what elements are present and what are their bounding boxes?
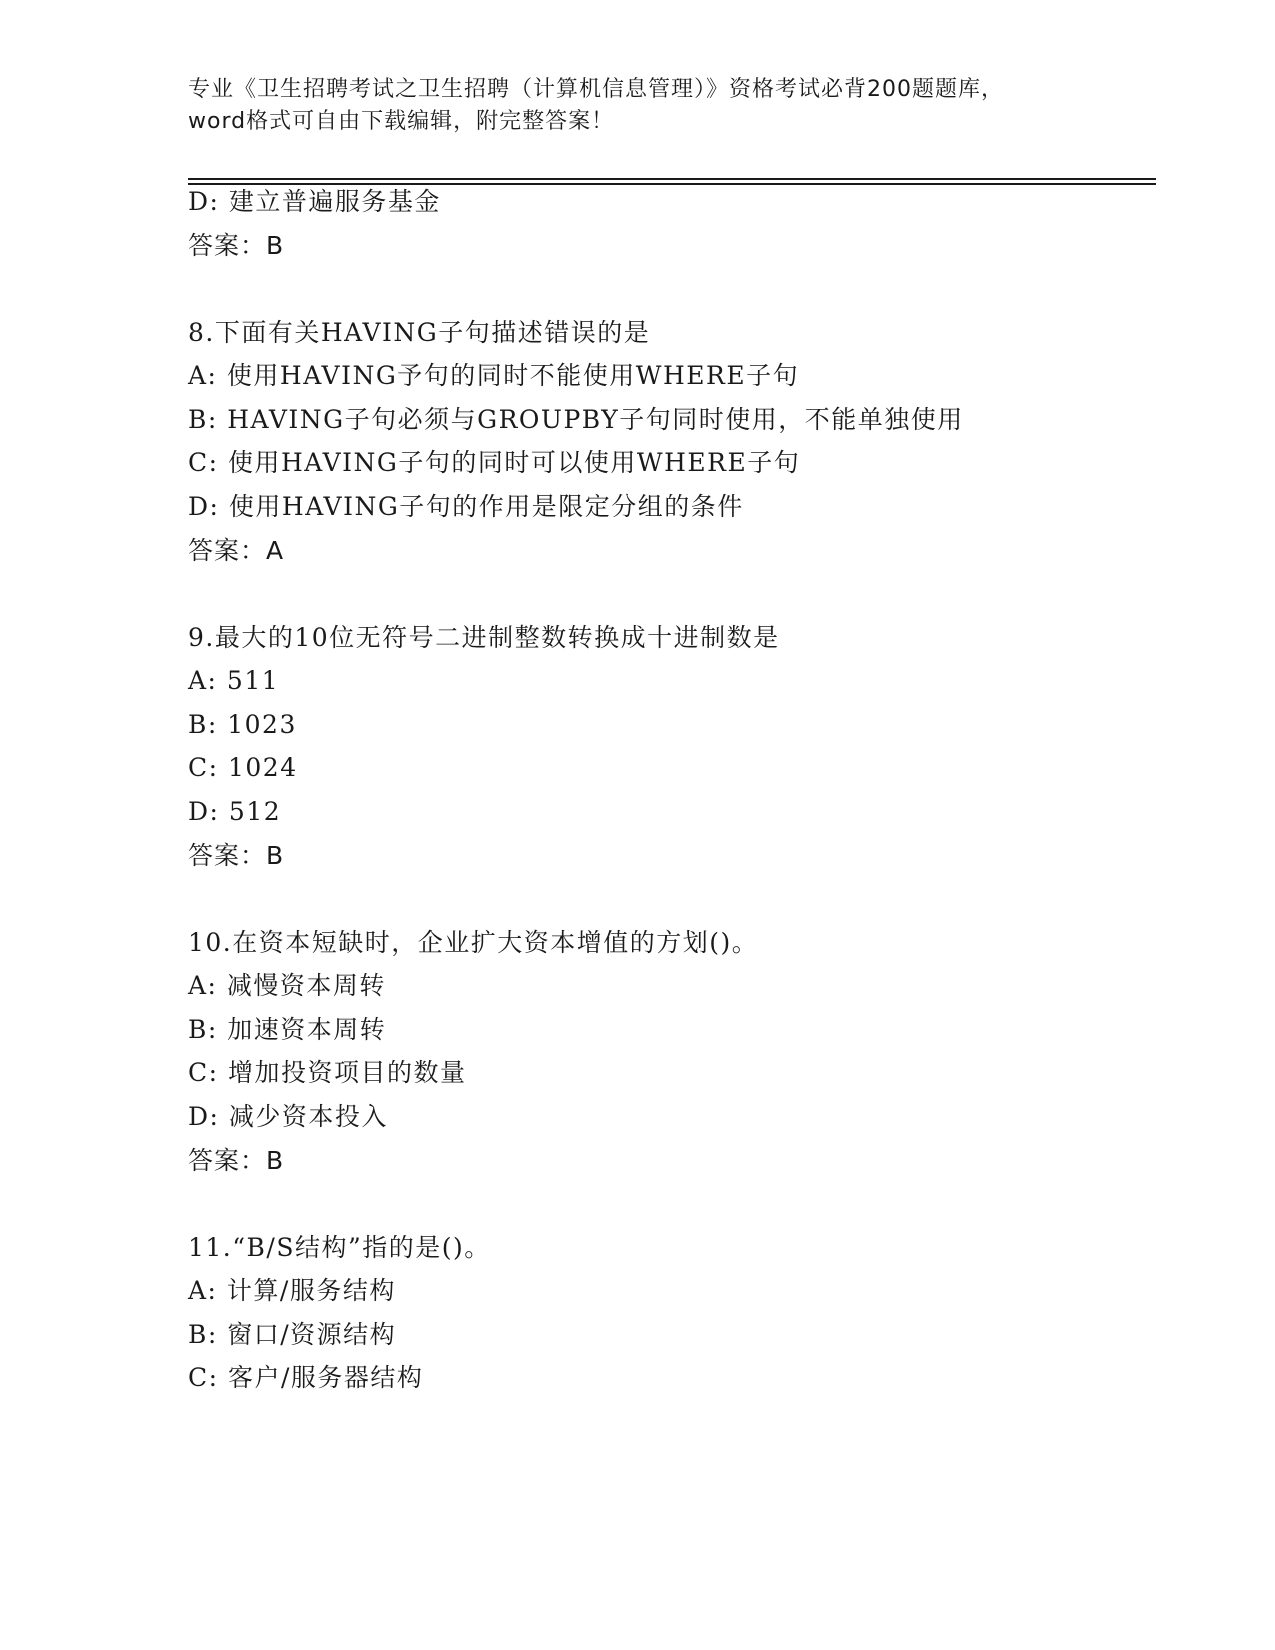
q9-option-a: A: 511 xyxy=(188,666,280,695)
q11-question: 11.“B/S结构”指的是()。 xyxy=(188,1233,491,1262)
q10-option-d: D: 减少资本投入 xyxy=(188,1102,388,1131)
q8-question: 8.下面有关HAVING子句描述错误的是 xyxy=(188,318,651,347)
q10-option-c: C: 增加投资项目的数量 xyxy=(188,1058,467,1087)
q8-answer: 答案：A xyxy=(188,536,285,565)
q9-option-c: C: 1024 xyxy=(188,753,298,782)
q9-option-b: B: 1023 xyxy=(188,710,297,739)
q8-option-c: C: 使用HAVING子句的同时可以使用WHERE子句 xyxy=(188,448,801,477)
q9-answer: 答案：B xyxy=(188,841,285,870)
q10-answer: 答案：B xyxy=(188,1146,285,1175)
q10-question: 10.在资本短缺时，企业扩大资本增值的方划()。 xyxy=(188,928,759,957)
q10-option-a: A: 减慢资本周转 xyxy=(188,971,386,1000)
q8-option-a: A: 使用HAVING予句的同时不能使用WHERE子句 xyxy=(188,361,800,390)
header-title-line-2: word格式可自由下载编辑，附完整答案！ xyxy=(188,109,615,134)
q8-option-d: D: 使用HAVING子句的作用是限定分组的条件 xyxy=(188,492,744,521)
q11-option-b: B: 窗口/资源结构 xyxy=(188,1320,397,1349)
q7-answer: 答案：B xyxy=(188,231,285,260)
q7-option-d: D: 建立普遍服务基金 xyxy=(188,187,441,216)
q9-option-d: D: 512 xyxy=(188,797,282,826)
header-rule-top xyxy=(188,178,1156,180)
q11-option-c: C: 客户/服务器结构 xyxy=(188,1363,424,1392)
header-rule-bottom xyxy=(188,183,1156,185)
q10-option-b: B: 加速资本周转 xyxy=(188,1015,387,1044)
document-header xyxy=(188,74,1088,138)
q9-question: 9.最大的10位无符号二进制整数转换成十进制数是 xyxy=(188,623,780,652)
q11-option-a: A: 计算/服务结构 xyxy=(188,1276,396,1305)
header-title-line-1: 专业《卫生招聘考试之卫生招聘（计算机信息管理）》资格考试必背200题题库， xyxy=(188,77,1004,102)
q8-option-b: B: HAVING子句必须与GROUPBY子句同时使用，不能单独使用 xyxy=(188,405,964,434)
